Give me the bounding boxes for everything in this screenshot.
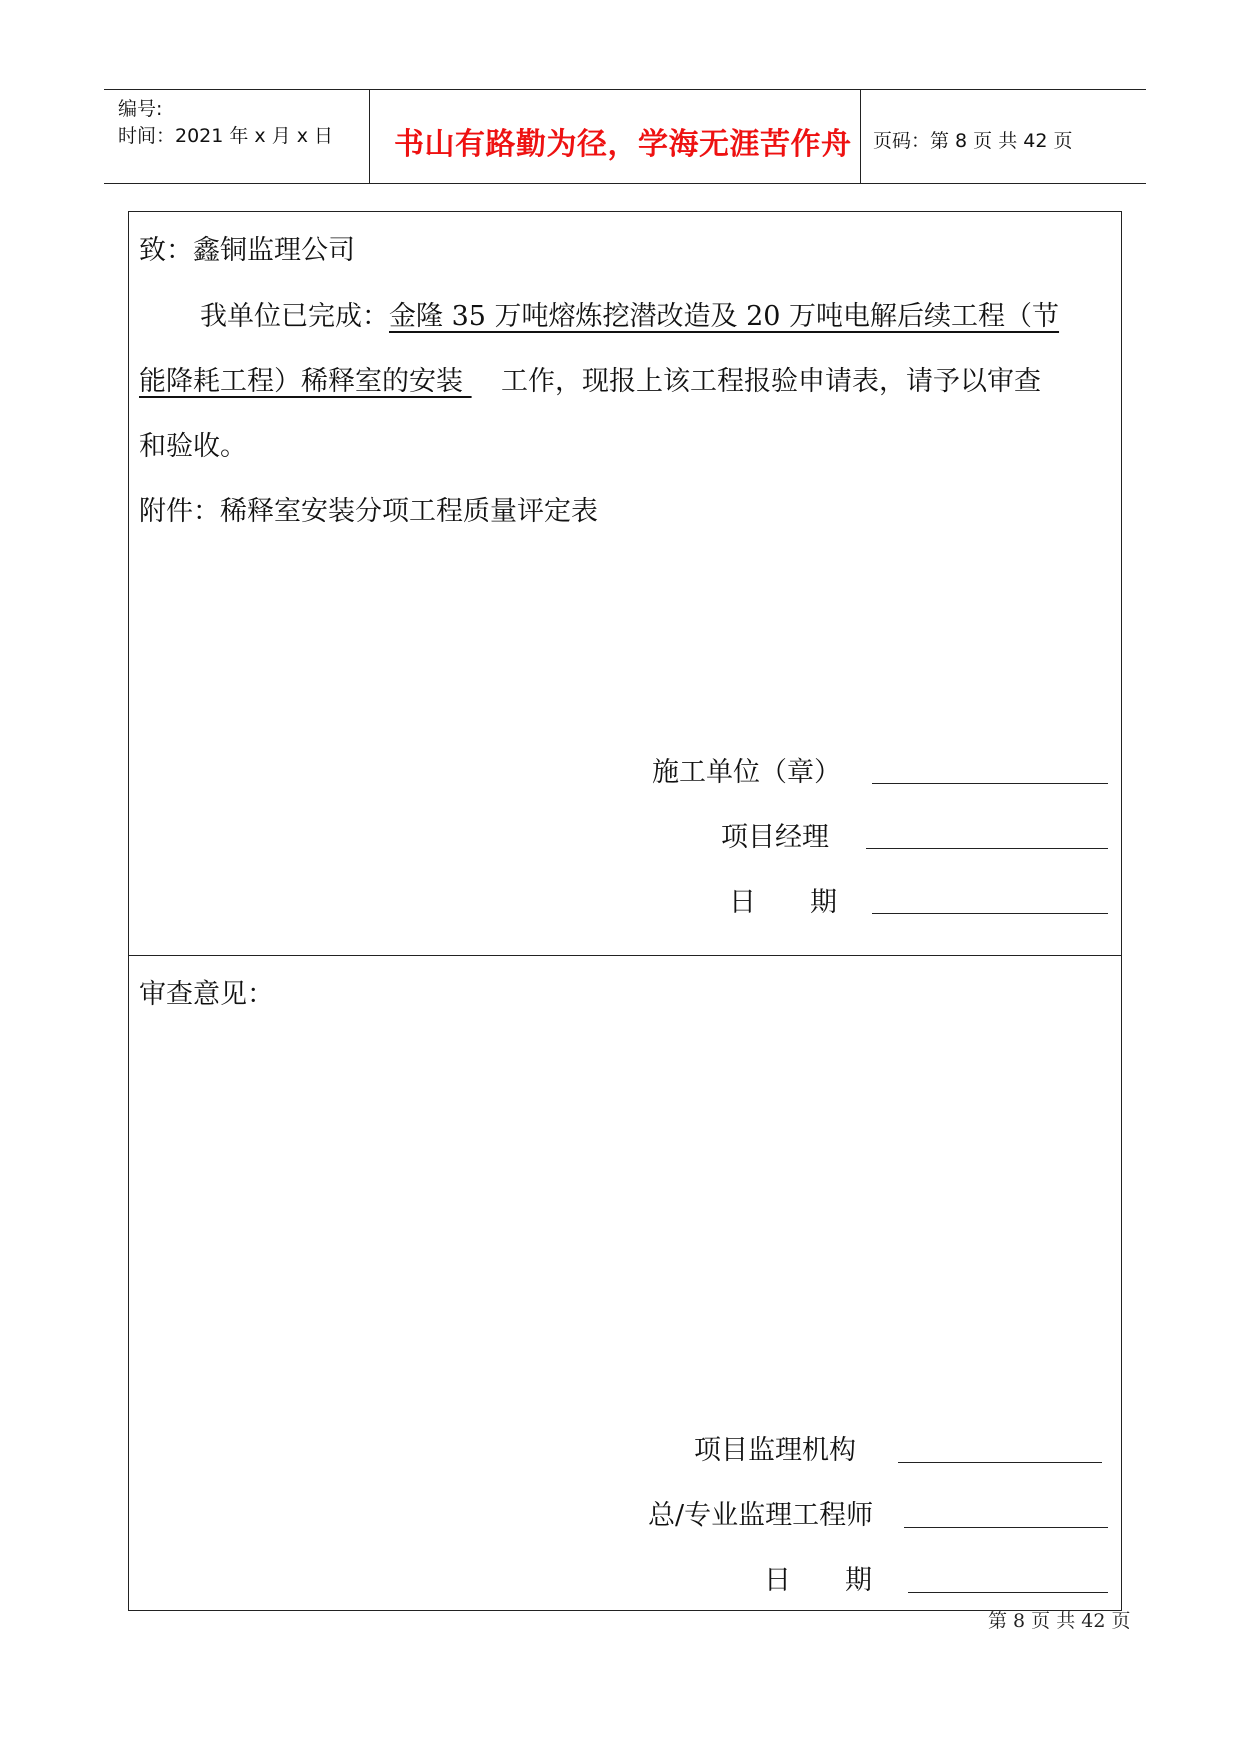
date-label: 日 期 bbox=[729, 887, 837, 918]
body-end: 和验收。 bbox=[139, 431, 247, 462]
intro-prefix: 我单位已完成： bbox=[200, 301, 389, 332]
chief-engineer-label: 总/专业监理工程师 bbox=[648, 1500, 874, 1531]
header-top-rule bbox=[104, 89, 1146, 90]
review-date-blank bbox=[908, 1592, 1108, 1593]
header-divider-right bbox=[860, 89, 861, 183]
review-label: 审查意见： bbox=[139, 979, 274, 1010]
body-suffix: 工作，现报上该工程报验申请表，请予以审查 bbox=[501, 366, 1041, 397]
form-frame bbox=[128, 211, 1122, 1611]
header-page-info: 页码：第 8 页 共 42 页 bbox=[873, 130, 1073, 152]
attachment-line: 附件：稀释室安装分项工程质量评定表 bbox=[139, 496, 598, 527]
header-number-label: 编号: bbox=[118, 98, 163, 120]
date-blank bbox=[872, 913, 1108, 914]
to-line: 致：鑫铜监理公司 bbox=[139, 235, 355, 266]
header-divider-left bbox=[369, 89, 370, 183]
review-date-label: 日 期 bbox=[764, 1565, 872, 1596]
header-time-label: 时间：2021 年 x 月 x 日 bbox=[118, 125, 334, 147]
supervision-org-blank bbox=[898, 1462, 1102, 1463]
contractor-seal-blank bbox=[872, 783, 1108, 784]
supervision-org-label: 项目监理机构 bbox=[694, 1435, 856, 1466]
project-manager-label: 项目经理 bbox=[721, 822, 829, 853]
project-name-part1: 金隆 35 万吨熔炼挖潜改造及 20 万吨电解后续工程（节 bbox=[389, 301, 1060, 332]
body-line bbox=[139, 359, 1041, 398]
project-manager-blank bbox=[866, 848, 1108, 849]
form-section-divider bbox=[128, 955, 1122, 956]
project-name-part2: 能降耗工程）稀释室的安装 bbox=[139, 366, 463, 397]
header-motto: 书山有路勤为径，学海无涯苦作舟 bbox=[394, 127, 852, 162]
header-bottom-rule bbox=[104, 183, 1146, 184]
contractor-seal-label: 施工单位（章） bbox=[652, 757, 841, 788]
chief-engineer-blank bbox=[904, 1527, 1108, 1528]
intro-line bbox=[200, 294, 1059, 333]
footer-page-number: 第 8 页 共 42 页 bbox=[988, 1610, 1131, 1632]
project-name-fill bbox=[463, 366, 501, 397]
